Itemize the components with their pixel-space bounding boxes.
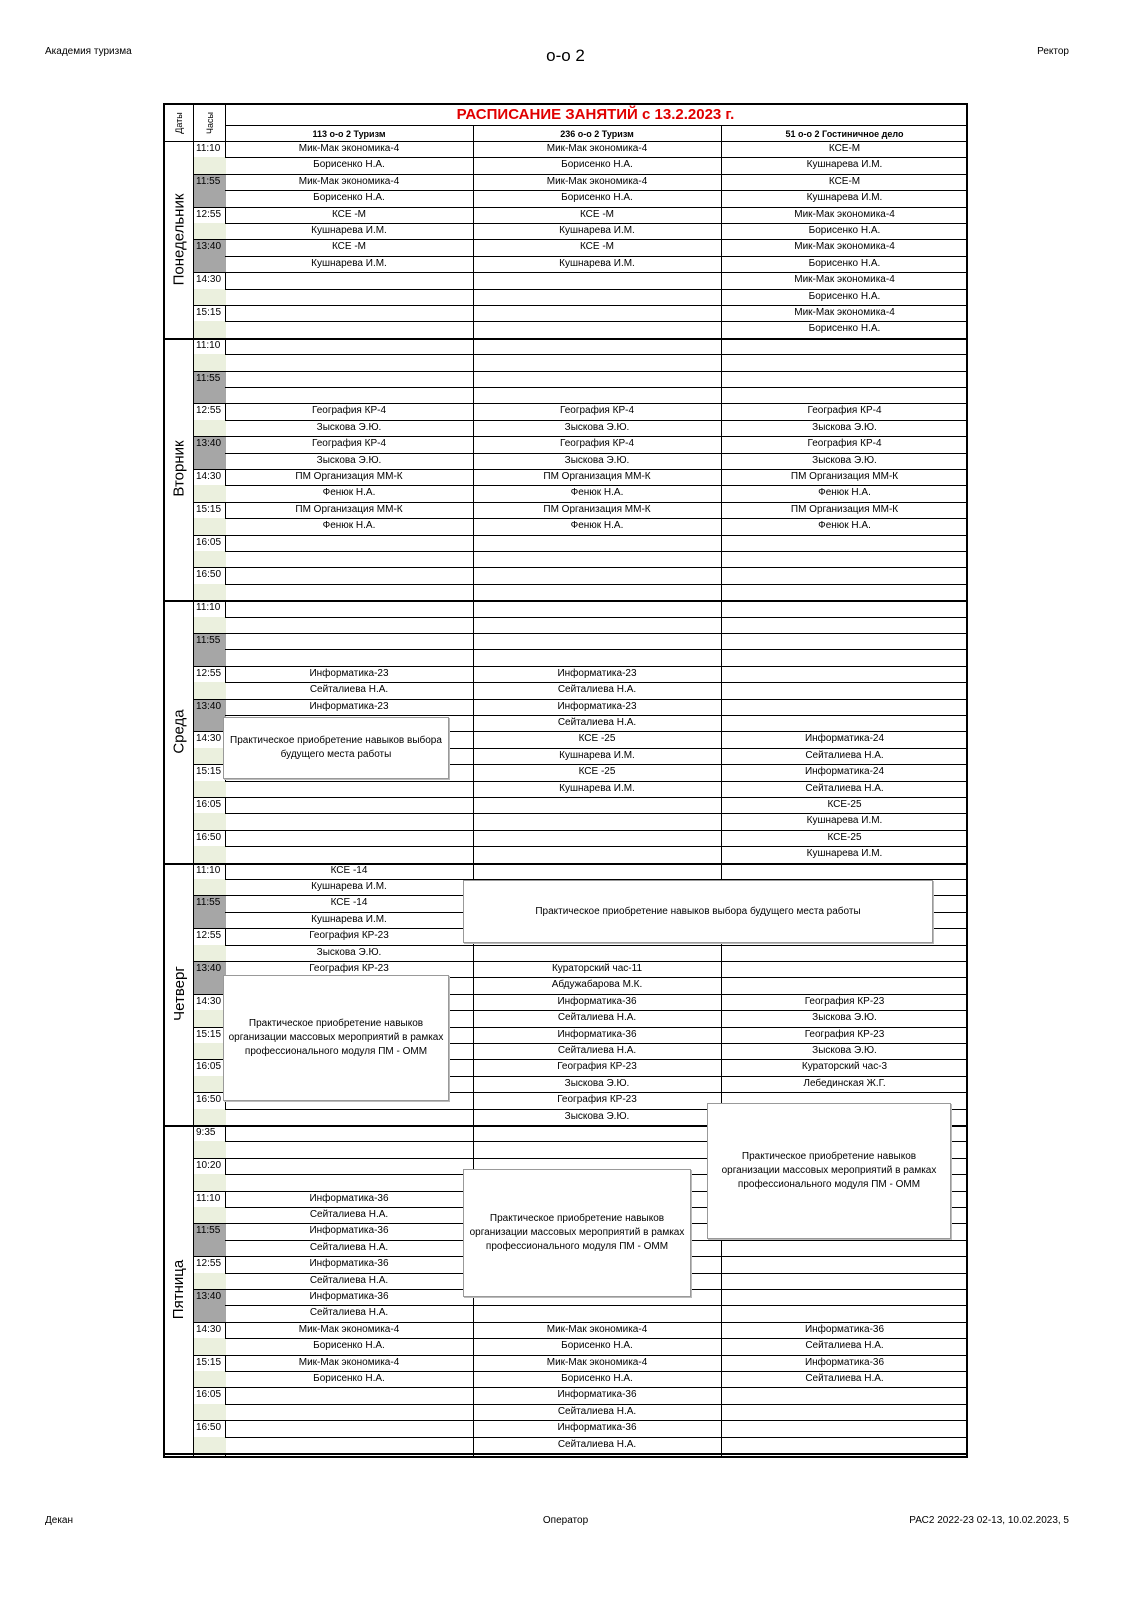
class-cell: Кушнарева И.М. — [311, 913, 387, 925]
time-shade — [194, 1174, 226, 1190]
time-label: 15:15 — [196, 503, 222, 515]
class-cell: Зыскова Э.Ю. — [316, 946, 382, 958]
time-label: 13:40 — [196, 1291, 222, 1302]
class-cell: Лебединская Ж.Г. — [803, 1077, 886, 1089]
class-cell: Информатика-23 — [309, 667, 389, 679]
class-cell: Информатика-36 — [804, 1356, 885, 1368]
class-cell: Борисенко Н.А. — [561, 1373, 633, 1384]
time-label: 12:55 — [196, 405, 222, 417]
time-label: 16:50 — [196, 1422, 222, 1434]
day-label: Пятница — [170, 1259, 188, 1319]
class-cell: КСЕ -14 — [330, 864, 368, 876]
class-cell: Зыскова Э.Ю. — [812, 1045, 877, 1056]
time-label: 12:55 — [196, 208, 222, 220]
row-divider — [225, 617, 966, 618]
time-label: 16:50 — [196, 1094, 222, 1106]
class-cell: География КР-4 — [559, 438, 635, 450]
class-cell: Борисенко Н.А. — [808, 323, 881, 335]
class-cell: Борисенко Н.А. — [561, 192, 633, 204]
time-label: 12:55 — [196, 930, 222, 942]
day-label: Понедельник — [170, 193, 188, 286]
time-shade — [194, 387, 226, 403]
row-divider — [225, 584, 966, 585]
time-shade — [194, 420, 226, 436]
class-cell: Фенюк Н.А. — [570, 487, 624, 499]
time-shade — [194, 584, 226, 600]
class-cell: География КР-23 — [309, 930, 389, 942]
class-cell: КСЕ-25 — [827, 831, 862, 843]
class-cell: Сейталиева Н.А. — [805, 782, 884, 794]
time-shade — [194, 321, 226, 337]
class-cell: Фенюк Н.А. — [570, 520, 624, 532]
class-cell: КСЕ -25 — [578, 766, 616, 778]
time-shade — [194, 649, 226, 665]
class-cell: Сейталиева Н.А. — [557, 684, 637, 696]
class-cell: Сейталиева Н.А. — [557, 1405, 637, 1417]
time-shade — [194, 1043, 226, 1059]
time-shade — [194, 748, 226, 764]
time-shade — [194, 223, 226, 239]
class-cell: Зыскова Э.Ю. — [564, 454, 630, 466]
dean-label: Декан — [45, 1515, 74, 1526]
time-label: 16:05 — [196, 799, 222, 810]
class-cell: Зыскова Э.Ю. — [564, 1110, 630, 1122]
class-cell: Мик-Мак экономика-4 — [546, 1356, 648, 1368]
class-cell: География КР-4 — [311, 438, 387, 450]
time-label: 14:30 — [196, 995, 222, 1007]
row-divider — [194, 567, 966, 568]
class-cell: Информатика-24 — [804, 766, 885, 778]
time-shade — [194, 485, 226, 501]
time-shade — [194, 1141, 226, 1157]
class-cell: Мик-Мак экономика-4 — [298, 175, 400, 187]
class-cell: Борисенко Н.А. — [561, 159, 633, 171]
class-cell: Информатика-36 — [309, 1258, 389, 1270]
class-cell: КСЕ -М — [579, 208, 615, 220]
class-cell: Кушнарева И.М. — [559, 749, 635, 761]
time-shade — [194, 1371, 226, 1387]
class-cell: Мик-Мак экономика-4 — [794, 307, 895, 318]
class-cell: География КР-23 — [804, 1028, 885, 1040]
time-label: 14:30 — [196, 733, 222, 745]
class-cell: Информатика-36 — [309, 1291, 389, 1302]
institution-name: Академия туризма — [45, 46, 132, 57]
time-shade — [194, 1404, 226, 1420]
class-cell: Кушнарева И.М. — [806, 159, 883, 171]
class-cell: Борисенко Н.А. — [313, 1340, 385, 1352]
class-cell: Сейталиева Н.А. — [805, 749, 884, 761]
row-divider — [225, 387, 966, 388]
practice-note: Практическое приобретение навыков организации массовых мероприятий в рамках профессионального модуля ПМ - ОММ — [707, 1103, 951, 1239]
practice-note: Практическое приобретение навыков организации массовых мероприятий в рамках профессионального модуля ПМ - ОММ — [223, 975, 449, 1101]
class-cell: Зыскова Э.Ю. — [812, 454, 877, 466]
time-shade — [194, 256, 226, 272]
time-label: 14:30 — [196, 274, 222, 286]
class-cell: Кушнарева И.М. — [806, 848, 883, 860]
time-label: 14:30 — [196, 1323, 222, 1335]
time-label: 16:05 — [196, 1389, 222, 1401]
page-title: о-о 2 — [546, 46, 585, 65]
class-cell: Борисенко Н.А. — [561, 1340, 633, 1352]
time-shade — [194, 1010, 226, 1026]
class-cell: Мик-Мак экономика-4 — [546, 143, 648, 154]
time-label: 11:55 — [196, 175, 221, 187]
group-header-3: 51 о-о 2 Гостиничное дело — [785, 129, 904, 139]
class-cell: Кураторский час-3 — [801, 1061, 888, 1073]
day-label: Четверг — [170, 966, 188, 1022]
class-cell: Зыскова Э.Ю. — [812, 421, 877, 433]
time-label: 11:55 — [196, 897, 221, 909]
class-cell: ПМ Организация ММ-К — [790, 503, 899, 515]
class-cell: Мик-Мак экономика-4 — [794, 274, 895, 286]
time-shade — [194, 1109, 226, 1125]
time-label: 15:15 — [196, 307, 222, 318]
time-label: 16:50 — [196, 831, 222, 843]
class-cell: Сейталиева Н.А. — [557, 717, 637, 728]
time-shade — [194, 912, 226, 928]
class-cell: Информатика-24 — [804, 733, 885, 745]
row-divider — [194, 535, 966, 536]
time-label: 13:40 — [196, 438, 222, 450]
class-cell: ПМ Организация ММ-К — [543, 503, 651, 515]
class-cell: Сейталиева Н.А. — [557, 1045, 637, 1056]
class-cell: КСЕ -14 — [330, 897, 368, 909]
time-label: 11:10 — [196, 143, 221, 154]
class-cell: Мик-Мак экономика-4 — [298, 1356, 400, 1368]
class-cell: География КР-4 — [311, 405, 387, 417]
class-cell: Абдужабарова М.К. — [551, 979, 643, 991]
hours-header: Часы — [204, 112, 215, 134]
class-cell: КСЕ -М — [579, 241, 615, 253]
time-shade — [194, 781, 226, 797]
time-shade — [194, 1207, 226, 1223]
class-cell: Информатика-36 — [557, 995, 637, 1007]
time-shade — [194, 682, 226, 698]
class-cell: КСЕ-М — [828, 143, 861, 154]
class-cell: ПМ Организация ММ-К — [543, 471, 651, 482]
class-cell: Зыскова Э.Ю. — [812, 1012, 877, 1024]
time-shade — [194, 453, 226, 469]
class-cell: КСЕ-М — [828, 175, 861, 187]
class-cell: География КР-23 — [309, 963, 389, 974]
class-cell: Кушнарева И.М. — [806, 192, 883, 204]
day-label: Среда — [170, 709, 188, 754]
time-label: 11:10 — [196, 339, 221, 351]
time-label: 16:50 — [196, 569, 222, 581]
time-label: 13:40 — [196, 963, 222, 974]
time-label: 10:20 — [196, 1159, 222, 1171]
class-cell: Зыскова Э.Ю. — [564, 1077, 630, 1089]
time-label: 15:15 — [196, 766, 222, 778]
class-cell: ПМ Организация ММ-К — [790, 471, 899, 482]
class-cell: Борисенко Н.А. — [313, 159, 385, 171]
time-label: 16:05 — [196, 1061, 222, 1073]
row-divider — [225, 354, 966, 355]
time-label: 13:40 — [196, 241, 222, 253]
time-shade — [194, 617, 226, 633]
time-label: 11:55 — [196, 372, 221, 384]
class-cell: Информатика-23 — [557, 667, 637, 679]
schedule-table — [163, 103, 968, 1458]
time-label: 16:05 — [196, 536, 222, 548]
class-cell: Зыскова Э.Ю. — [316, 454, 382, 466]
day-label: Вторник — [170, 440, 188, 498]
class-cell: Информатика-23 — [557, 700, 637, 712]
time-label: 15:15 — [196, 1028, 222, 1040]
time-shade — [194, 1305, 226, 1321]
row-divider — [194, 633, 966, 634]
time-label: 11:10 — [196, 602, 221, 614]
class-cell: География КР-23 — [557, 1094, 637, 1106]
class-cell: Кушнарева И.М. — [559, 257, 635, 269]
class-cell: ПМ Организация ММ-К — [295, 503, 403, 515]
class-cell: Сейталиева Н.А. — [309, 684, 389, 696]
class-cell: Мик-Мак экономика-4 — [794, 241, 895, 253]
time-shade — [194, 977, 226, 993]
class-cell: Сейталиева Н.А. — [557, 1012, 637, 1024]
class-cell: География КР-23 — [557, 1061, 637, 1073]
row-divider — [165, 338, 966, 340]
class-cell: Сейталиева Н.А. — [309, 1241, 389, 1253]
group-header-2: 236 о-о 2 Туризм — [560, 129, 634, 139]
dates-header: Даты — [174, 112, 184, 134]
class-cell: Кушнарева И.М. — [311, 881, 387, 892]
time-shade — [194, 518, 226, 534]
time-shade — [194, 846, 226, 862]
class-cell: Сейталиева Н.А. — [805, 1340, 884, 1352]
class-cell: Кушнарева И.М. — [559, 225, 635, 236]
class-cell: КСЕ -М — [331, 241, 367, 253]
class-cell: Фенюк Н.А. — [322, 487, 376, 499]
class-cell: Информатика-36 — [557, 1389, 637, 1401]
row-divider — [165, 600, 966, 602]
class-cell: Сейталиева Н.А. — [309, 1274, 389, 1286]
class-cell: Зыскова Э.Ю. — [316, 421, 382, 433]
class-cell: Информатика-36 — [557, 1028, 637, 1040]
time-label: 12:55 — [196, 667, 222, 679]
class-cell: Информатика-36 — [309, 1192, 389, 1204]
time-shade — [194, 1076, 226, 1092]
time-label: 11:10 — [196, 1192, 221, 1204]
class-cell: Борисенко Н.А. — [808, 225, 881, 236]
class-cell: Борисенко Н.А. — [313, 1373, 385, 1384]
class-cell: Фенюк Н.А. — [322, 520, 376, 532]
class-cell: КСЕ-25 — [827, 799, 862, 810]
time-label: 11:10 — [196, 864, 221, 876]
class-cell: Мик-Мак экономика-4 — [298, 143, 400, 154]
class-cell: Сейталиева Н.А. — [805, 1373, 884, 1384]
class-cell: Мик-Мак экономика-4 — [298, 1323, 400, 1335]
doc-reference: РАС2 2022-23 02-13, 10.02.2023, 5 — [909, 1515, 1069, 1526]
class-cell: География КР-4 — [807, 438, 882, 450]
practice-note: Практическое приобретение навыков выбора будущего места работы — [223, 717, 449, 779]
practice-note: Практическое приобретение навыков выбора будущего места работы — [463, 880, 933, 943]
time-label: 11:55 — [196, 1225, 221, 1237]
time-shade — [194, 1273, 226, 1289]
time-label: 11:55 — [196, 635, 221, 646]
time-shade — [194, 1240, 226, 1256]
time-shade — [194, 879, 226, 895]
class-cell: Сейталиева Н.А. — [557, 1438, 637, 1450]
row-divider — [225, 551, 966, 552]
row-divider — [225, 649, 966, 650]
class-cell: Информатика-23 — [309, 700, 389, 712]
time-shade — [194, 715, 226, 731]
class-cell: Фенюк Н.А. — [818, 487, 871, 499]
class-cell: Борисенко Н.А. — [808, 290, 881, 302]
class-cell: География КР-4 — [559, 405, 635, 417]
time-shade — [194, 813, 226, 829]
class-cell: ПМ Организация ММ-К — [295, 471, 403, 482]
time-shade — [194, 190, 226, 206]
time-label: 9:35 — [196, 1127, 216, 1138]
time-shade — [194, 289, 226, 305]
class-cell: География КР-23 — [804, 995, 885, 1007]
class-cell: Сейталиева Н.А. — [309, 1209, 389, 1220]
class-cell: Сейталиева Н.А. — [309, 1307, 389, 1319]
time-shade — [194, 157, 226, 173]
time-shade — [194, 551, 226, 567]
class-cell: Мик-Мак экономика-4 — [546, 1323, 648, 1335]
class-cell: Кушнарева И.М. — [806, 815, 883, 827]
class-cell: Зыскова Э.Ю. — [564, 421, 630, 433]
class-cell: КСЕ -25 — [578, 733, 616, 745]
rector-label: Ректор — [1037, 46, 1069, 57]
class-cell: Фенюк Н.А. — [818, 520, 871, 532]
class-cell: Кушнарева И.М. — [559, 782, 635, 794]
time-label: 13:40 — [196, 700, 222, 712]
class-cell: Кушнарева И.М. — [311, 225, 387, 236]
practice-note: Практическое приобретение навыков организации массовых мероприятий в рамках профессионального модуля ПМ - ОММ — [463, 1169, 691, 1297]
row-divider — [194, 371, 966, 372]
class-cell: Кушнарева И.М. — [311, 257, 387, 269]
time-label: 12:55 — [196, 1258, 222, 1270]
class-cell: Информатика-36 — [557, 1422, 637, 1434]
class-cell: Борисенко Н.А. — [313, 192, 385, 204]
time-shade — [194, 945, 226, 961]
group-header-1: 113 о-о 2 Туризм — [312, 129, 386, 139]
time-shade — [194, 1437, 226, 1453]
class-cell: Информатика-36 — [309, 1225, 389, 1237]
time-shade — [194, 354, 226, 370]
schedule-title: РАСПИСАНИЕ ЗАНЯТИЙ с 13.2.2023 г. — [456, 106, 735, 123]
class-cell: Информатика-36 — [804, 1323, 885, 1335]
class-cell: Кураторский час-11 — [551, 963, 642, 974]
row-divider — [165, 1453, 966, 1455]
class-cell: КСЕ -М — [331, 208, 367, 220]
class-cell: Борисенко Н.А. — [808, 257, 881, 269]
class-cell: География КР-4 — [807, 405, 882, 417]
operator-label: Оператор — [542, 1515, 589, 1526]
time-shade — [194, 1338, 226, 1354]
time-label: 14:30 — [196, 471, 222, 482]
time-label: 15:15 — [196, 1356, 222, 1368]
class-cell: Мик-Мак экономика-4 — [794, 208, 895, 220]
class-cell: Мик-Мак экономика-4 — [546, 175, 648, 187]
